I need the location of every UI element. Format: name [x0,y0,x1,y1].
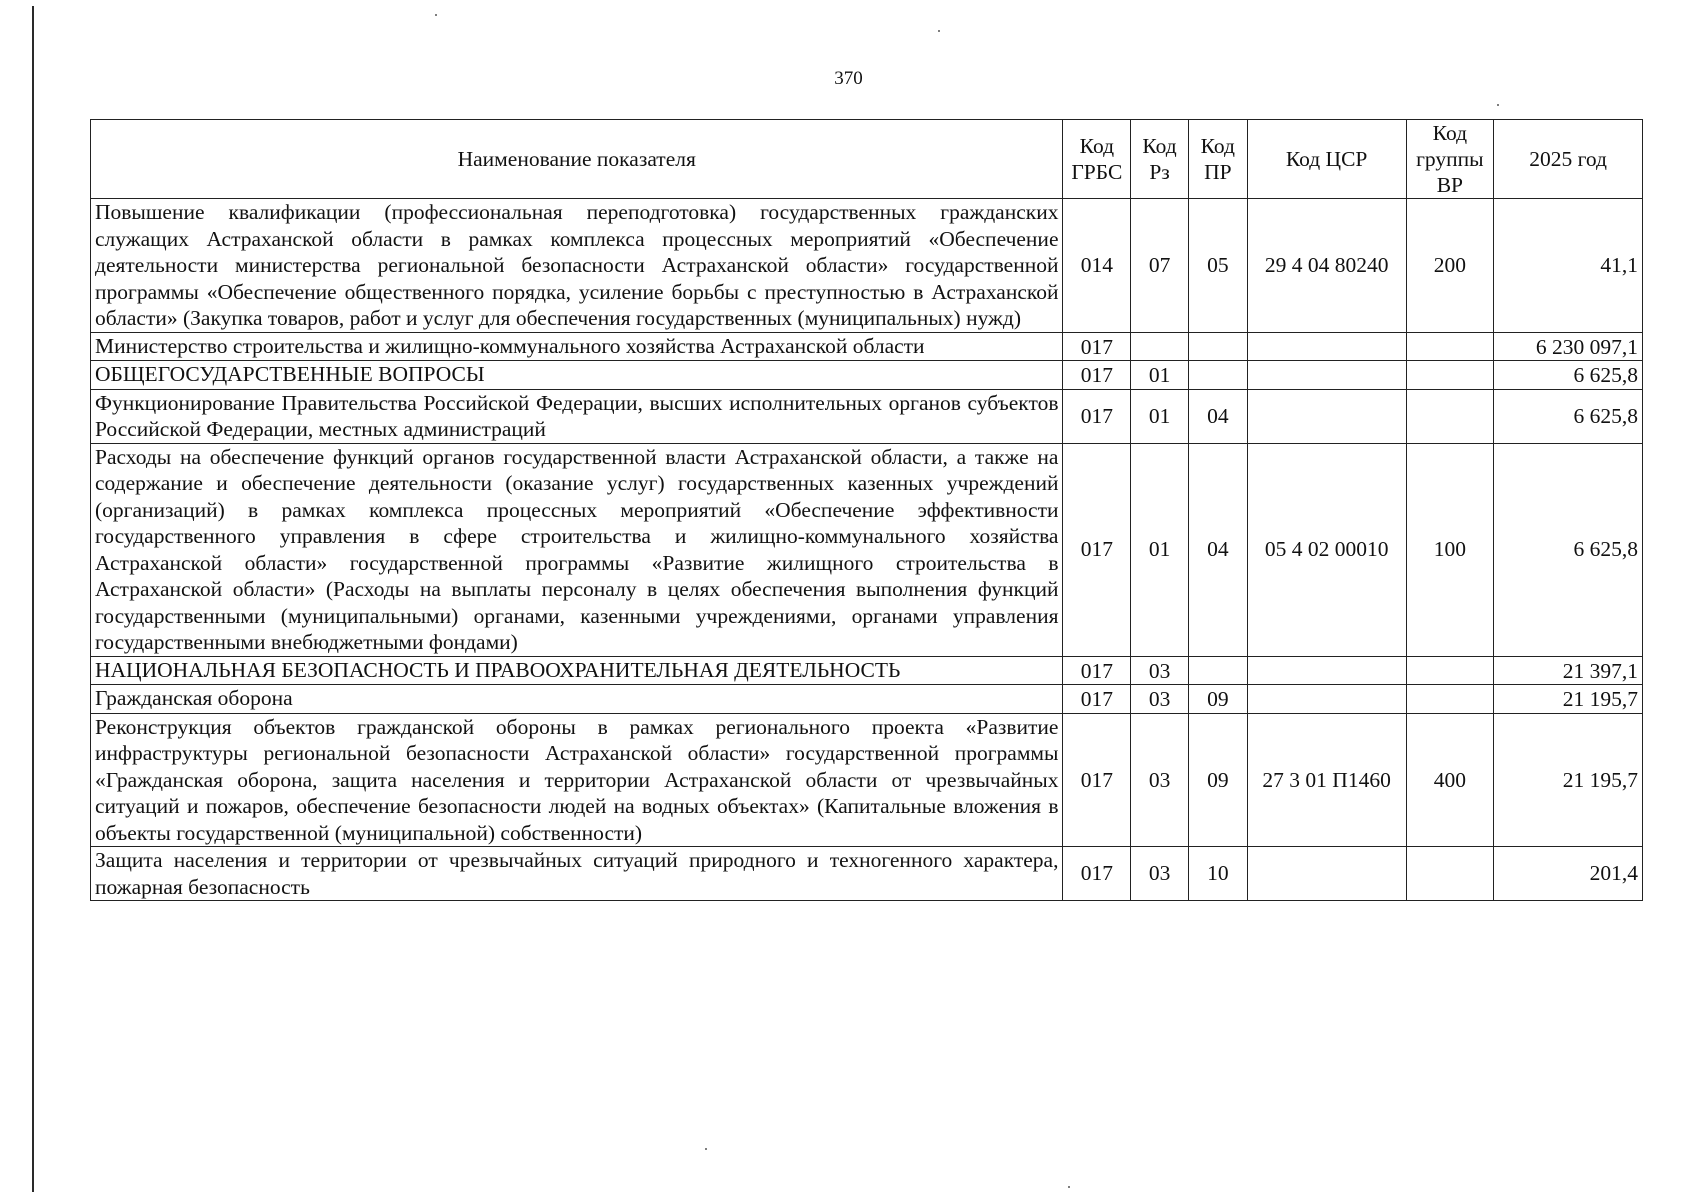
row-vr [1406,685,1494,714]
budget-table [90,119,1643,901]
row-csr: 29 4 04 80240 [1247,199,1406,333]
row-pr: 05 [1188,199,1247,333]
row-csr [1247,361,1406,390]
row-vr [1406,332,1494,361]
row-pr: 04 [1188,389,1247,443]
row-amount: 201,4 [1494,847,1643,901]
row-grbs: 017 [1063,685,1131,714]
row-rz: 01 [1131,443,1189,656]
row-amount: 21 397,1 [1494,656,1643,685]
row-csr [1247,847,1406,901]
header-rz: Код Рз [1131,120,1189,199]
row-pr [1188,332,1247,361]
row-amount: 6 625,8 [1494,443,1643,656]
row-name: Функционирование Правительства Российской Федерации, высших исполнительных органов субъектов Российской Федерации, местных администраций [91,389,1063,443]
table-row [91,199,1643,333]
scan-speck [435,14,437,16]
table-row [91,443,1643,656]
row-rz: 03 [1131,656,1189,685]
row-csr [1247,389,1406,443]
table-row [91,332,1643,361]
row-name: Расходы на обеспечение функций органов государственной власти Астраханской области, а также на содержание и обеспечение деятельности (оказание услуг) государственных казенных учреждений (организаций) в рамках комплекса процессных мероприятий «Обеспечение эффективности государственного управления в сфере строительства и жилищно-коммунального хозяйства Астраханской области» государственной программы «Развитие жилищного строительства в Астраханской области» (Расходы на выплаты персоналу в целях обеспечения выполнения функций государственными (муниципальными) органами, казенными учреждениями, органами управления государственными внебюджетными фондами) [91,443,1063,656]
row-amount: 6 625,8 [1494,361,1643,390]
row-grbs: 017 [1063,361,1131,390]
row-csr: 05 4 02 00010 [1247,443,1406,656]
row-vr: 200 [1406,199,1494,333]
row-pr: 10 [1188,847,1247,901]
row-rz: 03 [1131,847,1189,901]
row-pr [1188,361,1247,390]
row-csr: 27 3 01 П1460 [1247,713,1406,847]
table-row [91,389,1643,443]
row-vr: 400 [1406,713,1494,847]
row-grbs: 014 [1063,199,1131,333]
row-name: Повышение квалификации (профессиональная переподготовка) государственных гражданских служащих Астраханской области в рамках комплекса процессных мероприятий «Обеспечение деятельности министерства региональной безопасности Астраханской области» государственной программы «Обеспечение общественного порядка, усиление борьбы с преступностью в Астраханской области» (Закупка товаров, работ и услуг для обеспечения государственных (муниципальных) нужд) [91,199,1063,333]
row-pr: 04 [1188,443,1247,656]
row-name: Гражданская оборона [91,685,1063,714]
page-number: 370 [834,68,863,89]
row-pr: 09 [1188,713,1247,847]
row-amount: 6 625,8 [1494,389,1643,443]
row-name: Защита населения и территории от чрезвычайных ситуаций природного и техногенного характера, пожарная безопасность [91,847,1063,901]
row-rz: 01 [1131,361,1189,390]
row-rz: 01 [1131,389,1189,443]
row-vr [1406,656,1494,685]
row-amount: 6 230 097,1 [1494,332,1643,361]
header-pr: Код ПР [1188,120,1247,199]
header-grbs: Код ГРБС [1063,120,1131,199]
row-rz [1131,332,1189,361]
row-amount: 21 195,7 [1494,713,1643,847]
table-row [91,656,1643,685]
table-row [91,361,1643,390]
header-vr: Код группы ВР [1406,120,1494,199]
scan-speck [1068,1186,1070,1188]
scan-speck [938,30,940,32]
table-header-row [91,120,1643,199]
row-pr: 09 [1188,685,1247,714]
scan-speck [705,1148,707,1150]
header-csr: Код ЦСР [1247,120,1406,199]
row-vr [1406,361,1494,390]
row-grbs: 017 [1063,847,1131,901]
row-grbs: 017 [1063,713,1131,847]
binding-margin-line [32,6,34,1192]
row-pr [1188,656,1247,685]
row-grbs: 017 [1063,656,1131,685]
row-amount: 41,1 [1494,199,1643,333]
row-vr [1406,847,1494,901]
row-csr [1247,332,1406,361]
row-grbs: 017 [1063,332,1131,361]
row-grbs: 017 [1063,443,1131,656]
row-rz: 03 [1131,685,1189,714]
header-name: Наименование показателя [91,120,1063,199]
row-rz: 07 [1131,199,1189,333]
row-name: Реконструкция объектов гражданской обороны в рамках регионального проекта «Развитие инфраструктуры региональной безопасности Астраханской области» государственной программы «Гражданская оборона, защита населения и территории Астраханской области от чрезвычайных ситуаций и пожаров, обеспечение безопасности людей на водных объектах» (Капитальные вложения в объекты государственной (муниципальной) собственности) [91,713,1063,847]
row-vr: 100 [1406,443,1494,656]
row-csr [1247,656,1406,685]
row-name: Министерство строительства и жилищно-коммунального хозяйства Астраханской области [91,332,1063,361]
row-grbs: 017 [1063,389,1131,443]
row-name: ОБЩЕГОСУДАРСТВЕННЫЕ ВОПРОСЫ [91,361,1063,390]
row-amount: 21 195,7 [1494,685,1643,714]
row-rz: 03 [1131,713,1189,847]
header-year: 2025 год [1494,120,1643,199]
row-vr [1406,389,1494,443]
row-csr [1247,685,1406,714]
scan-speck [1497,104,1499,106]
row-name: НАЦИОНАЛЬНАЯ БЕЗОПАСНОСТЬ И ПРАВООХРАНИТЕЛЬНАЯ ДЕЯТЕЛЬНОСТЬ [91,656,1063,685]
table-row [91,713,1643,847]
table-row [91,685,1643,714]
table-row [91,847,1643,901]
